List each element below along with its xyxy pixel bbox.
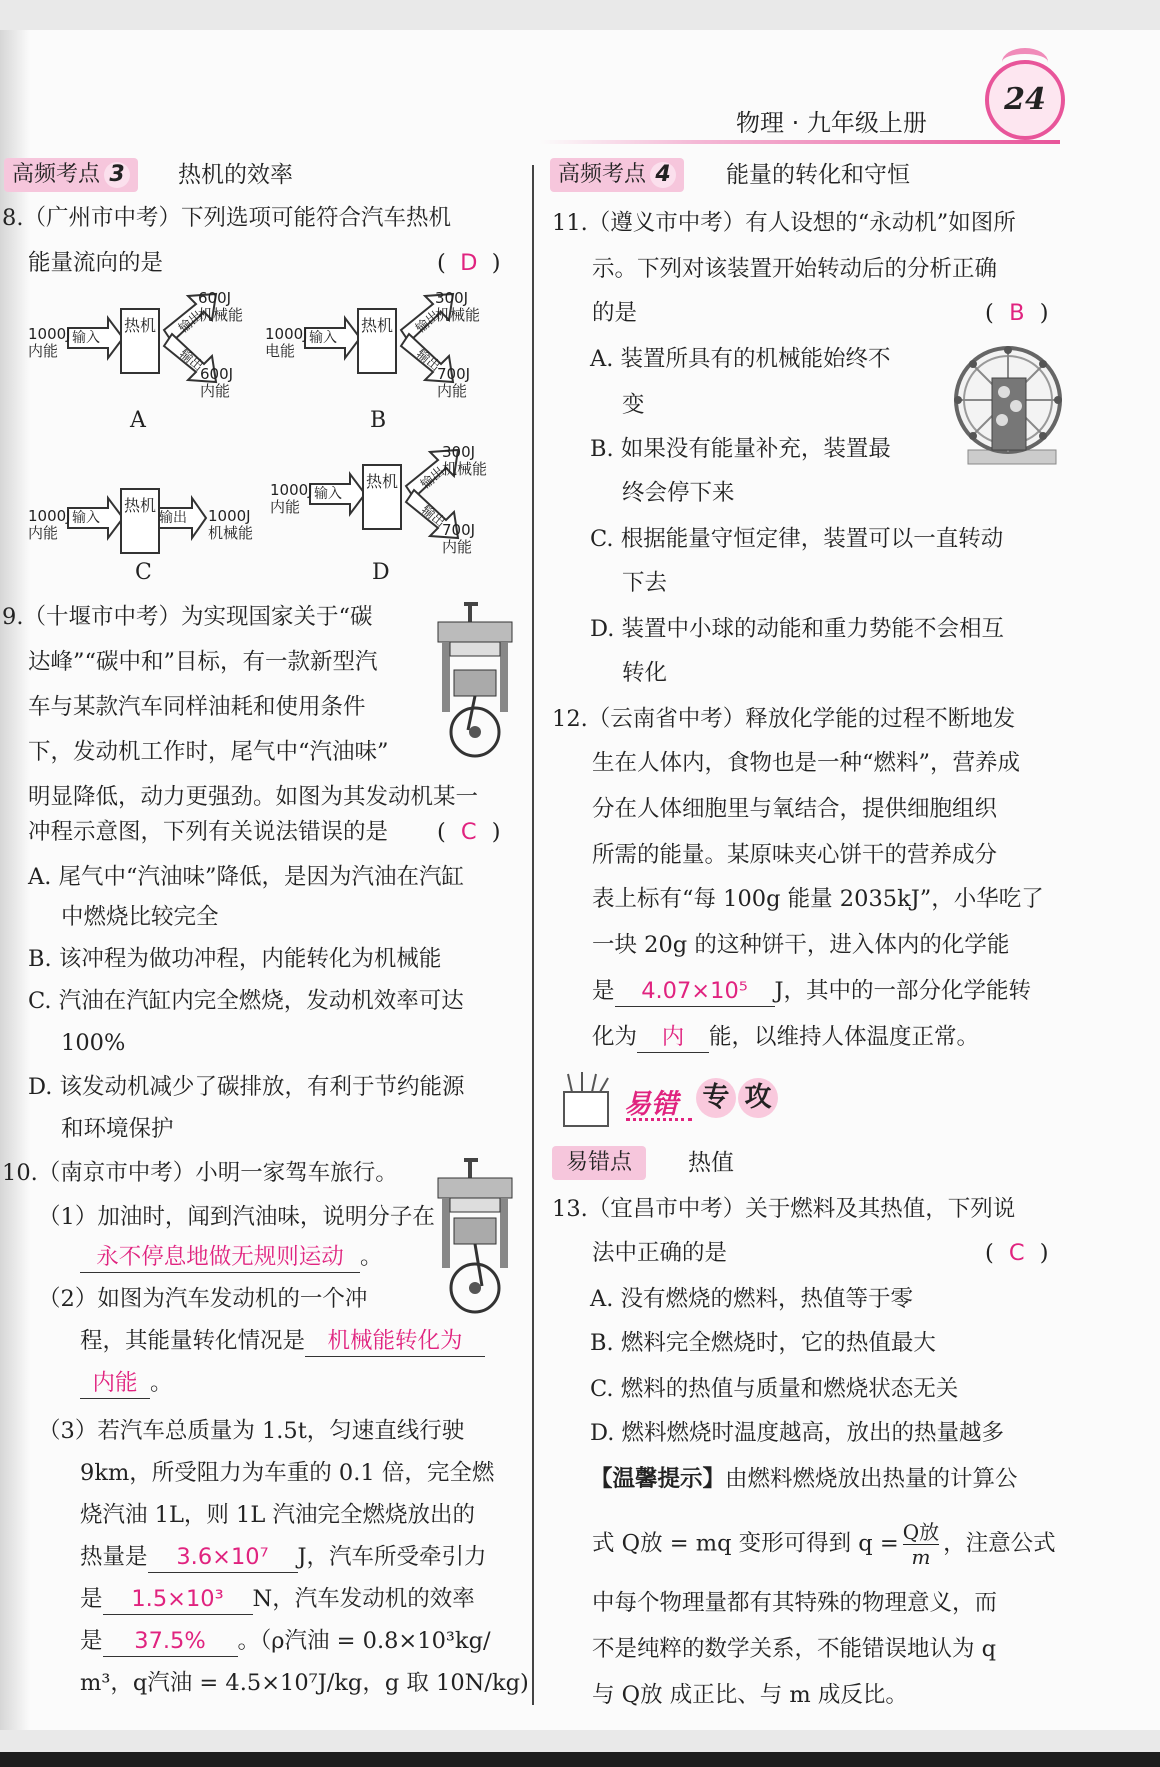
tip-text-1: 由燃料燃烧放出热量的计算公	[725, 1466, 1018, 1492]
q9-option-c-line1: C. 汽油在汽缸内完全燃烧，发动机效率可达	[28, 988, 464, 1014]
q10-part2-line1: （2）如图为汽车发动机的一个冲	[38, 1286, 368, 1312]
yicuo-underline	[626, 1118, 692, 1121]
q9-line4: 下，发动机工作时，尾气中“汽油味”	[28, 739, 389, 765]
q11-option-b-line1: B. 如果没有能量补充，装置最	[590, 436, 891, 462]
q12-line3: 分在人体细胞里与氧结合，提供细胞组织	[592, 796, 998, 822]
q11-option-c-line1: C. 根据能量守恒定律，装置可以一直转动	[590, 526, 1004, 552]
q10-eff-rest: 。（ρ汽油 = 0.8×10³kg/	[237, 1628, 491, 1654]
q10-part2-text: 程，其能量转化情况是	[80, 1328, 306, 1354]
tip-formula-start: 式 Q放 = mq 变形可得到 q =	[592, 1530, 899, 1557]
output-energy-label-2: 700J 内能	[442, 521, 476, 556]
tag-label: 高频考点	[12, 162, 101, 187]
yicuo-badge-text-3: 攻	[738, 1078, 778, 1118]
input-energy-label: 1000J 内能	[28, 325, 71, 360]
input-box-label: 输入	[314, 486, 342, 502]
q8-option-letter-d: D	[372, 560, 390, 585]
tip-line4: 不是纯粹的数学关系，不能错误地认为 q	[592, 1636, 997, 1662]
q11-answer-bracket: ( B )	[985, 292, 1049, 334]
q12-answer-1: 4.07×10⁵	[615, 976, 775, 1007]
q10-part3-line6	[80, 1620, 491, 1662]
yicuo-point-tag: 易错点	[552, 1146, 646, 1180]
bottom-bar	[0, 1752, 1160, 1767]
column-divider	[532, 165, 534, 1705]
q10-heat-unit: J，汽车所受牵引力	[297, 1544, 487, 1570]
input-energy-label: 1000J 电能	[265, 325, 308, 360]
q9-option-b: B. 该冲程为做功冲程，内能转化为机械能	[28, 946, 442, 972]
engine-cylinder-figure-1	[430, 600, 520, 760]
q10-force-label: 是	[80, 1586, 103, 1612]
yicuo-badge-text-2: 专	[696, 1078, 736, 1118]
q10-part3-line5	[80, 1578, 475, 1620]
q9-option-d-line2: 和环境保护	[61, 1116, 174, 1142]
q13-option-a: A. 没有燃烧的燃料，热值等于零	[590, 1286, 914, 1312]
q12-line7-end: J，其中的一部分化学能转	[774, 978, 1032, 1004]
output-arrow-label-2: 输出	[176, 346, 206, 375]
output-energy-label-2: 700J 内能	[437, 365, 471, 400]
q10-force-unit: N，汽车发动机的效率	[252, 1586, 475, 1612]
q10-part3-line7: m³，q汽油 = 4.5×10⁷J/kg，g 取 10N/kg)	[80, 1670, 529, 1696]
q12-line8	[592, 1016, 979, 1058]
input-box-label: 输入	[72, 510, 100, 526]
q12-line4: 所需的能量。某原味夹心饼干的营养成分	[592, 842, 998, 868]
output-energy-label: 1000J 机械能	[208, 507, 254, 542]
page-number: 24	[985, 60, 1065, 140]
output-arrow-label-1: 输出	[176, 308, 206, 337]
q12-line5: 表上标有“每 100g 能量 2035kJ”，小华吃了	[592, 886, 1044, 912]
q12-line8-start: 化为	[592, 1024, 638, 1050]
q10-part2-answer-1: 机械能转化为	[305, 1326, 485, 1357]
tip-fraction-numerator: Q放	[902, 1520, 940, 1544]
tip-fraction-denominator: m	[911, 1545, 931, 1569]
q13-option-c: C. 燃料的热值与质量和燃烧状态无关	[590, 1376, 959, 1402]
q9-option-a-line2: 中燃烧比较完全	[61, 904, 219, 930]
q10-part1-end: 。	[360, 1244, 383, 1270]
tip-line5: 与 Q放 成正比、与 m 成反比。	[592, 1682, 908, 1708]
q8-answer: D	[460, 250, 478, 276]
pencil-cup-icon	[556, 1070, 616, 1130]
output-energy-label-2: 600J 内能	[200, 365, 234, 400]
q13-line1: 13.（宜昌市中考）关于燃料及其热值，下列说	[552, 1196, 1016, 1222]
header-rule	[540, 140, 1060, 144]
tip-formula-end: ，注意公式	[943, 1530, 1056, 1557]
q9-line5: 明显降低，动力更强劲。如图为其发动机某一	[28, 784, 479, 810]
section-title-3: 热机的效率	[178, 162, 293, 188]
page-shadow	[0, 30, 30, 1730]
q10-eff-answer: 37.5%	[103, 1626, 238, 1657]
output-energy-label-1: 300J 机械能	[435, 289, 481, 324]
tip-label: 【温馨提示】	[590, 1466, 726, 1492]
tag-number: 3	[104, 162, 130, 188]
q13-option-b: B. 燃料完全燃烧时，它的热值最大	[590, 1330, 936, 1356]
output-arrow-label-2: 输出	[418, 502, 448, 531]
q8-answer-bracket: ( D )	[437, 242, 501, 284]
tip-line2	[592, 1520, 1056, 1569]
perpetual-motion-wheel-figure	[948, 338, 1064, 468]
q8-option-letter-c: C	[135, 560, 152, 585]
q13-answer: C	[1008, 1240, 1025, 1266]
q10-part3-line3: 烧汽油 1L，则 1L 汽油完全燃烧放出的	[80, 1502, 475, 1528]
output-energy-label-1: 300J 机械能	[442, 443, 488, 478]
q13-line2: 法中正确的是	[592, 1240, 728, 1266]
q11-line1: 11.（遵义市中考）有人设想的“永动机”如图所	[552, 210, 1016, 236]
section-tag-4	[550, 158, 684, 192]
q12-line7-start: 是	[592, 978, 615, 1004]
engine-box: 热机	[357, 308, 397, 374]
q10-heat-answer: 3.6×10⁷	[148, 1542, 298, 1573]
q8-figure-c	[28, 480, 268, 560]
output-arrow-label-2: 输出	[413, 346, 443, 375]
tag-label: 高频考点	[558, 162, 647, 187]
output-arrow-label-1: 输出	[413, 308, 443, 337]
q10-line1: 10.（南京市中考）小明一家驾车旅行。	[2, 1160, 398, 1186]
tip-line1	[590, 1458, 1018, 1500]
yicuo-badge-text-1: 易错	[624, 1089, 678, 1120]
yicuo-point-title: 热值	[688, 1150, 734, 1176]
input-energy-label: 1000J 内能	[28, 507, 71, 542]
q10-part2-line3	[80, 1362, 173, 1404]
engine-box: 热机	[120, 308, 160, 374]
tip-fraction	[903, 1520, 939, 1569]
q10-force-answer: 1.5×10³	[103, 1584, 253, 1615]
q13-answer-bracket: ( C )	[985, 1232, 1049, 1274]
q11-option-d-line1: D. 装置中小球的动能和重力势能不会相互	[590, 616, 1005, 642]
q9-line1: 9.（十堰市中考）为实现国家关于“碳	[2, 604, 373, 630]
section-title-4: 能量的转化和守恒	[726, 162, 910, 188]
engine-box: 热机	[120, 488, 160, 554]
q12-line6: 一块 20g 的这种饼干，进入体内的化学能	[592, 932, 1010, 958]
q12-line2: 生在人体内，食物也是一种“燃料”，营养成	[592, 750, 1021, 776]
q8-line2: 能量流向的是	[28, 250, 164, 276]
q11-option-b-line2: 终会停下来	[622, 480, 735, 506]
q8-figure-d	[270, 444, 510, 564]
q11-option-a-line2: 变	[622, 392, 645, 418]
tip-line3: 中每个物理量都有其特殊的物理意义，而	[592, 1590, 998, 1616]
engine-cylinder-figure-2	[430, 1156, 520, 1316]
q10-part1-line1: （1）加油时，闻到汽油味，说明分子在	[38, 1204, 435, 1230]
q12-line7	[592, 970, 1031, 1012]
input-box-label: 输入	[309, 330, 337, 346]
q10-part2-answer-2: 内能	[80, 1368, 150, 1399]
input-box-label: 输入	[72, 330, 100, 346]
q13-option-d: D. 燃料燃烧时温度越高，放出的热量越多	[590, 1420, 1005, 1446]
tag-number: 4	[650, 162, 676, 188]
section-tag-3	[4, 158, 138, 192]
q8-option-letter-a: A	[130, 408, 146, 433]
input-energy-label: 1000J 内能	[270, 481, 313, 516]
q11-line2: 示。下列对该装置开始转动后的分析正确	[592, 256, 998, 282]
q10-part3-line1: （3）若汽车总质量为 1.5t，匀速直线行驶	[38, 1418, 465, 1444]
q9-line6: 冲程示意图，下列有关说法错误的是	[28, 819, 389, 845]
q8-option-letter-b: B	[370, 408, 387, 433]
output-arrow-label-1: 输出	[418, 464, 448, 493]
q10-eff-label: 是	[80, 1628, 103, 1654]
q11-option-a-line1: A. 装置所具有的机械能始终不	[590, 346, 891, 372]
q9-option-a-line1: A. 尾气中“汽油味”降低，是因为汽油在汽缸	[28, 864, 465, 890]
output-box-label: 输出	[159, 510, 187, 526]
q12-line1: 12.（云南省中考）释放化学能的过程不断地发	[552, 706, 1016, 732]
output-energy-label-1: 600J 机械能	[198, 289, 244, 324]
q11-option-d-line2: 转化	[622, 660, 668, 686]
q10-part2-end: 。	[150, 1370, 173, 1396]
q9-option-d-line1: D. 该发动机减少了碳排放，有利于节约能源	[28, 1074, 465, 1100]
q10-part3-line2: 9km，所受阻力为车重的 0.1 倍，完全燃	[80, 1460, 495, 1486]
q10-heat-label: 热量是	[80, 1544, 148, 1570]
q11-option-c-line2: 下去	[622, 570, 668, 596]
q8-line1: 8.（广州市中考）下列选项可能符合汽车热机	[2, 205, 451, 231]
header-subject: 物理 · 九年级上册	[736, 109, 927, 137]
q9-answer-bracket: ( C )	[437, 811, 501, 853]
q10-part1-answer: 永不停息地做无规则运动	[80, 1242, 360, 1273]
q11-answer: B	[1009, 300, 1025, 326]
engine-box: 热机	[362, 464, 402, 530]
q12-answer-2: 内	[637, 1022, 709, 1053]
q12-line8-end: 能，以维持人体温度正常。	[709, 1024, 980, 1050]
q10-part1-line2	[80, 1236, 383, 1278]
q11-line3: 的是	[592, 300, 638, 326]
q10-part3-line4	[80, 1536, 487, 1578]
q9-answer: C	[460, 819, 477, 845]
q10-part2-line2	[80, 1320, 485, 1362]
q9-line3: 车与某款汽车同样油耗和使用条件	[28, 694, 366, 720]
q9-option-c-line2: 100%	[61, 1030, 126, 1056]
q9-line2: 达峰”“碳中和”目标，有一款新型汽	[28, 649, 378, 675]
